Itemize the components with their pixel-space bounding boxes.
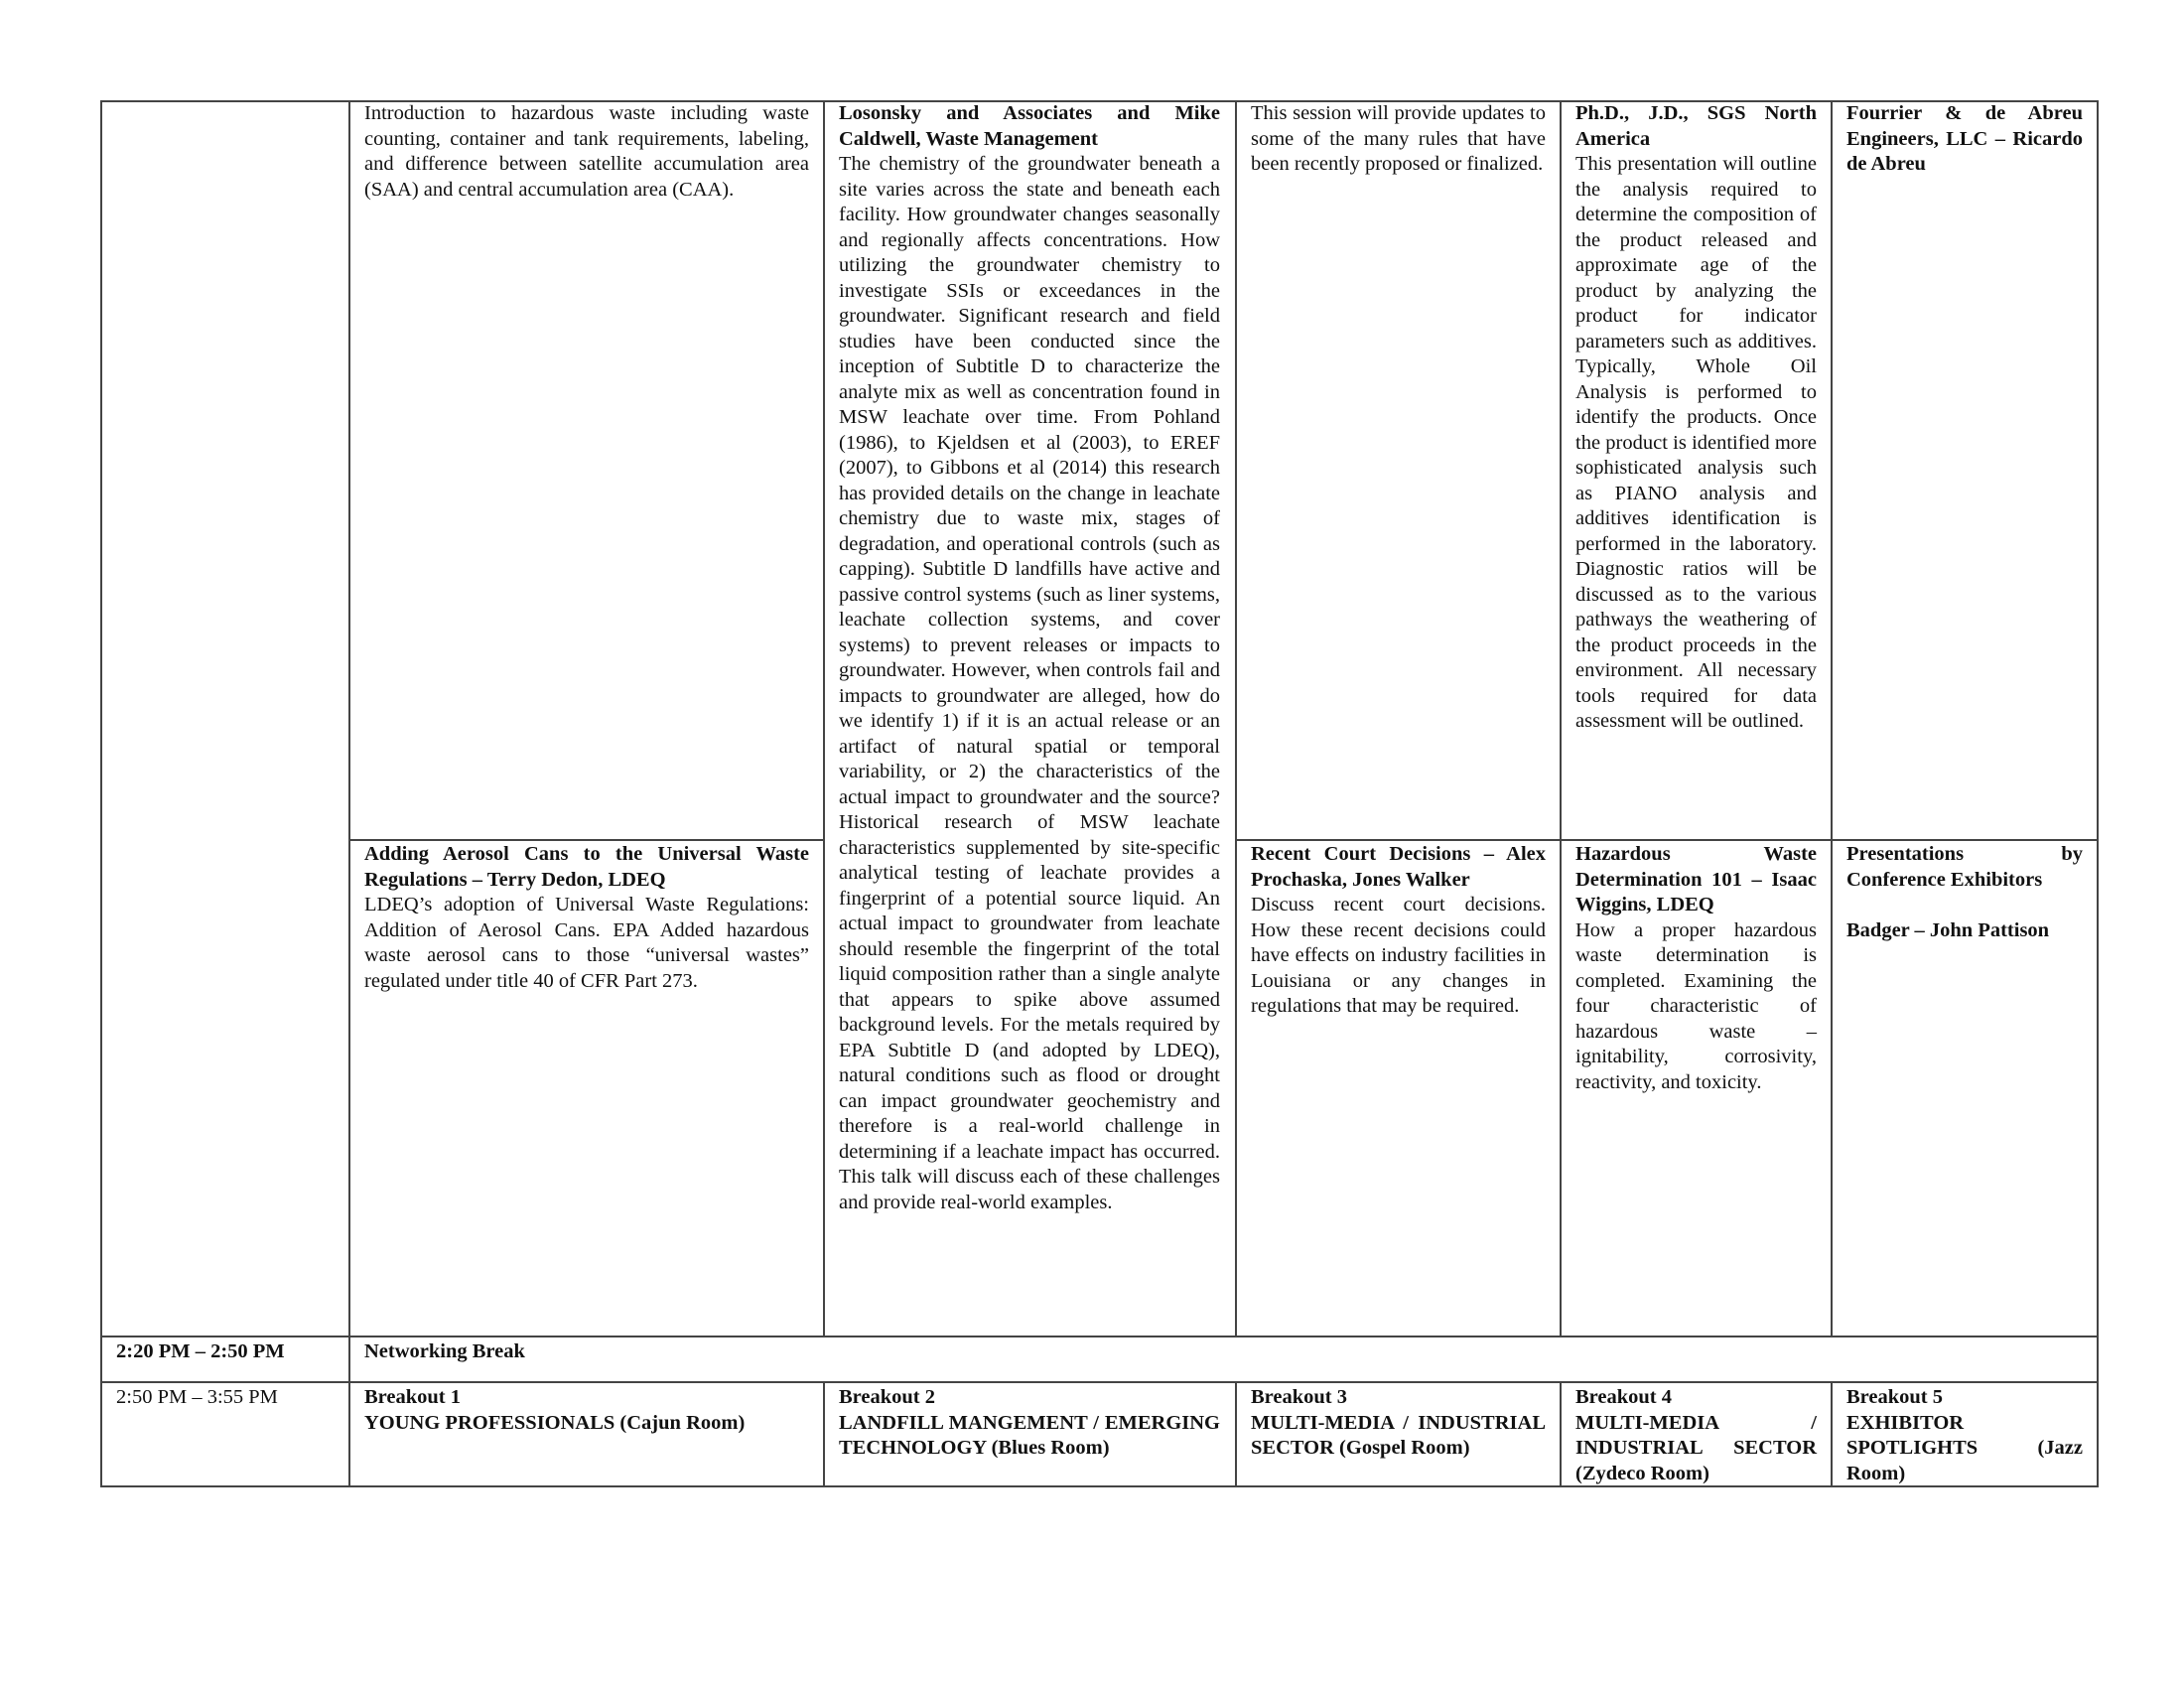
- session-title: Adding Aerosol Cans to the Universal Waste Regulations – Terry Dedon, LDEQ: [364, 843, 809, 891]
- session-aerosol-cans: [364, 842, 809, 994]
- column-divider: [823, 100, 825, 1336]
- column-divider: [1235, 100, 1237, 1336]
- breakout-2: [839, 1385, 1220, 1462]
- session-description: LDEQ’s adoption of Universal Waste Regulations: Addition of Aerosol Cans. EPA Added hazardous waste aerosol cans to those “universal wastes” regulated under title 40 of CFR Part 273.: [364, 894, 809, 992]
- column-divider: [1831, 1382, 1833, 1486]
- session-description: Introduction to hazardous waste including waste counting, container and tank requirements, labeling, and difference between satellite accumulation area (SAA) and central accumulation area (CAA).: [364, 102, 809, 201]
- time-slot: 2:20 PM – 2:50 PM: [116, 1340, 285, 1362]
- breakout-track: MULTI-MEDIA / INDUSTRIAL SECTOR (Zydeco Room): [1575, 1411, 1817, 1484]
- session-description: The chemistry of the groundwater beneath a site varies across the state and beneath each facility. How groundwater changes seasonally and regionally affects concentrations. How utilizing the groundwater chemistry to investigate SSIs or exceedances in the groundwater. Significant research and field studies have been conducted since the inception of Subtitle D to characterize the analyte mix as well as concentration found in MSW leachate over time. From Pohland (1986), to Kjeldsen et al (2003), to EREF (2007), to Gibbons et al (2014) this research has provided details on the change in leachate chemistry due to waste mix, stages of degradation, and operational controls (such as capping). Subtitle D landfills have active and passive control systems (such as liner systems, leachate collection systems, and cover systems) to prevent releases or impacts to groundwater. However, when controls fail and impacts to groundwater are alleged, how do we identify 1) if it is an actual release or an artifact of natural spatial or temporal variability, or 2) the characteristics of the actual impact to groundwater and the source? Historical research of MSW leachate characteristics supplemented by site-specific analytical testing of leachate provides a fingerprint of a potential source liquid. An actual impact to groundwater from leachate should resemble the fingerprint of the total liquid composition rather than a single analyte that appears to spike above assumed background levels. For the metals required by EPA Subtitle D (and adopted by LDEQ), natural conditions such as flood or drought can impact groundwater geochemistry and therefore is a real-world challenge in determining if a leachate impact has occurred. This talk will discuss each of these challenges and provide real-world examples.: [839, 153, 1220, 1213]
- column-divider: [1560, 100, 1562, 1336]
- session-subtitle: Badger – John Pattison: [1846, 918, 2050, 941]
- session-title: Recent Court Decisions – Alex Prochaska, Jones Walker: [1251, 843, 1546, 891]
- session-description: This session will provide updates to some of the many rules that have been recently proposed or finalized.: [1251, 102, 1546, 175]
- session-fourrier-de-abreu: [1846, 101, 2083, 178]
- row-divider: [348, 839, 824, 841]
- session-title: Presentations by Conference Exhibitors: [1846, 843, 2083, 891]
- session-description: Discuss recent court decisions. How these recent decisions could have effects on industry facilities in Louisiana or any changes in regulations that may be required.: [1251, 894, 1546, 1017]
- breakout-5: [1846, 1385, 2083, 1486]
- session-hazardous-waste-intro: [364, 101, 809, 203]
- column-divider: [1831, 100, 1833, 1336]
- breakout-3: [1251, 1385, 1546, 1462]
- table-border: [100, 100, 102, 1486]
- breakout-track: LANDFILL MANGEMENT / EMERGING TECHNOLOGY (Blues Room): [839, 1411, 1220, 1459]
- breakout-4: [1575, 1385, 1817, 1486]
- breakout-track: YOUNG PROFESSIONALS (Cajun Room): [364, 1411, 746, 1434]
- row-divider: [100, 1336, 2099, 1337]
- time-slot: 2:50 PM – 3:55 PM: [116, 1386, 278, 1408]
- networking-break-label: Networking Break: [364, 1340, 525, 1362]
- session-description: How a proper hazardous waste determination is completed. Examining the four characteristic of hazardous waste – ignitability, corrosivity, reactivity, and toxicity.: [1575, 918, 1817, 1093]
- session-groundwater-chemistry: [839, 101, 1220, 1215]
- table-border: [2097, 100, 2099, 1486]
- breakout-name: Breakout 2: [839, 1386, 936, 1408]
- breakout-track: MULTI-MEDIA / INDUSTRIAL SECTOR (Gospel Room): [1251, 1411, 1546, 1459]
- session-description: This presentation will outline the analysis required to determine the composition of the product released and approximate age of the product by analyzing the product for indicator parameters such as additives. Typically, Whole Oil Analysis is performed to identify the products. Once the product is identified more sophisticated analysis such as PIANO analysis and additives identification is performed in the laboratory. Diagnostic ratios will be discussed as to the various pathways the weathering of the product proceeds in the environment. All necessary tools required for data assessment will be outlined.: [1575, 153, 1817, 732]
- breakout-1: [364, 1385, 809, 1436]
- column-divider: [1235, 1382, 1237, 1486]
- session-hw-determination: [1575, 842, 1817, 1095]
- column-divider: [348, 100, 350, 1486]
- row-divider: [100, 1381, 2099, 1383]
- session-title: Losonsky and Associates and Mike Caldwell, Waste Management: [839, 102, 1220, 150]
- session-title: Ph.D., J.D., SGS North America: [1575, 102, 1817, 150]
- session-rule-updates: [1251, 101, 1546, 178]
- column-divider: [823, 1382, 825, 1486]
- row-divider: [1235, 839, 2099, 841]
- breakout-name: Breakout 1: [364, 1386, 462, 1408]
- session-title: Fourrier & de Abreu Engineers, LLC – Ricardo de Abreu: [1846, 102, 2083, 175]
- session-exhibitor-presentations: [1846, 842, 2083, 943]
- breakout-name: Breakout 5: [1846, 1386, 1944, 1408]
- session-court-decisions: [1251, 842, 1546, 1020]
- breakout-name: Breakout 3: [1251, 1386, 1348, 1408]
- session-product-analysis: [1575, 101, 1817, 735]
- breakout-name: Breakout 4: [1575, 1386, 1673, 1408]
- column-divider: [1560, 1382, 1562, 1486]
- session-title: Hazardous Waste Determination 101 – Isaac Wiggins, LDEQ: [1575, 843, 1817, 915]
- breakout-track: EXHIBITOR SPOTLIGHTS (Jazz Room): [1846, 1411, 2083, 1484]
